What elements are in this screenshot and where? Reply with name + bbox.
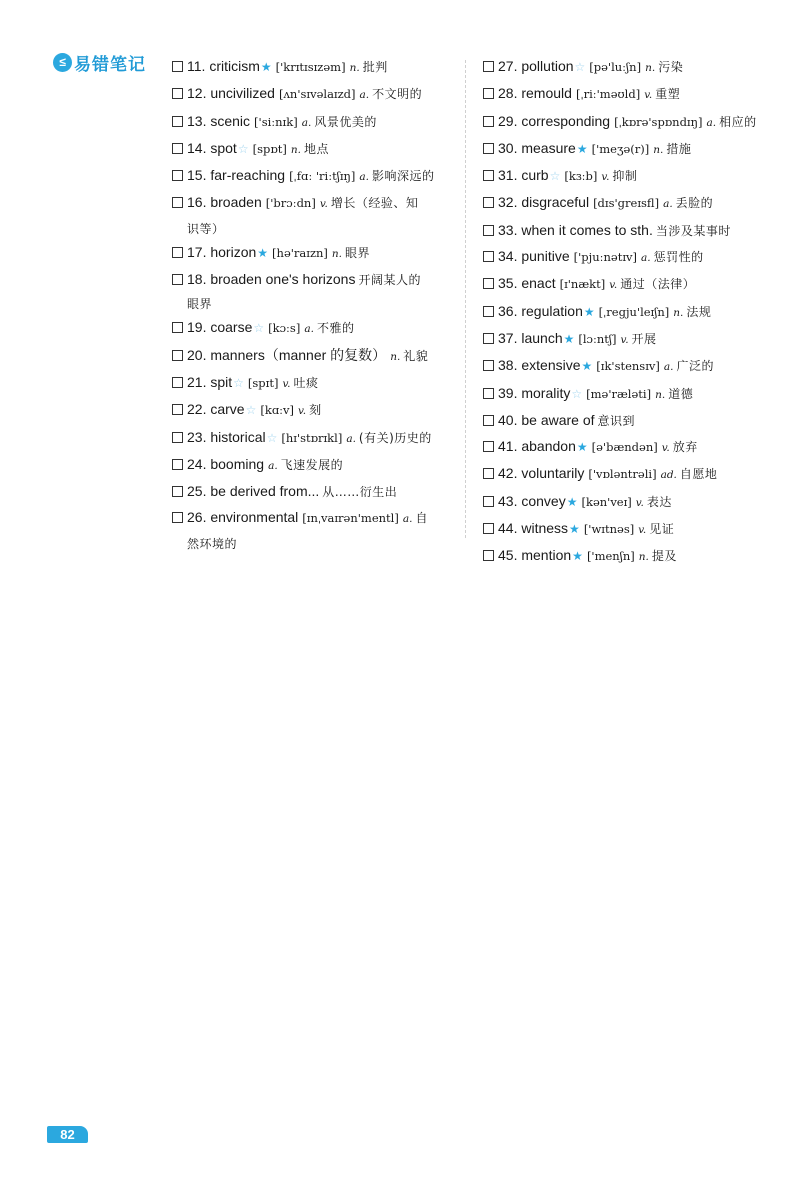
- star-icon: ☆: [571, 386, 583, 401]
- part-of-speech: a.: [304, 323, 314, 336]
- entry-number: 25.: [187, 483, 207, 500]
- meaning-continued: 眼界: [187, 297, 213, 312]
- meaning: 重塑: [655, 87, 681, 102]
- vocab-entry: [172, 479, 462, 505]
- star-icon: ☆: [574, 60, 586, 74]
- entry-word: environmental: [210, 509, 299, 526]
- meaning: 放弃: [672, 440, 698, 455]
- entry-number: 43.: [498, 492, 518, 509]
- entry-text: [187, 397, 462, 424]
- checkbox[interactable]: [172, 486, 183, 497]
- entry-number: 37.: [498, 329, 518, 346]
- checkbox[interactable]: [172, 404, 183, 415]
- vocab-entry: [172, 109, 462, 136]
- checkbox[interactable]: [483, 415, 494, 426]
- checkbox[interactable]: [172, 247, 183, 258]
- part-of-speech: v.: [620, 333, 629, 346]
- checkbox[interactable]: [172, 322, 183, 333]
- vocab-entry: [172, 452, 462, 479]
- checkbox[interactable]: [172, 377, 183, 388]
- part-of-speech: a.: [663, 361, 674, 374]
- vocab-entry: [172, 370, 462, 397]
- vocab-entry: [483, 461, 783, 488]
- meaning: 提及: [651, 549, 677, 564]
- entry-number: 28.: [498, 85, 518, 102]
- meaning: 刻: [309, 403, 322, 418]
- checkbox[interactable]: [483, 278, 494, 289]
- entry-number: 15.: [187, 167, 207, 184]
- entry-text: [187, 81, 462, 108]
- entry-text: [498, 381, 783, 408]
- part-of-speech: a.: [640, 252, 651, 265]
- entry-text: [187, 315, 462, 342]
- star-icon: ★: [563, 331, 575, 346]
- entry-text: [498, 326, 783, 353]
- entry-number: 20.: [187, 346, 207, 363]
- entry-number: 45.: [498, 547, 518, 564]
- part-of-speech: a.: [402, 513, 413, 526]
- checkbox[interactable]: [483, 306, 494, 317]
- entry-word: spit: [210, 373, 233, 390]
- entry-text: [498, 218, 783, 244]
- meaning: (有关)历史的: [358, 430, 432, 445]
- entry-word: regulation: [521, 302, 583, 319]
- entry-word: scenic: [210, 112, 251, 129]
- entry-number: 30.: [498, 139, 518, 156]
- meaning: 相应的: [719, 114, 757, 129]
- entry-word: extensive: [521, 357, 581, 374]
- entry-word: broaden one's horizons: [210, 271, 356, 288]
- checkbox[interactable]: [483, 116, 494, 127]
- entry-text: [498, 54, 783, 81]
- meaning: 广泛的: [676, 359, 714, 374]
- meaning: 表达: [646, 494, 672, 509]
- checkbox[interactable]: [483, 333, 494, 344]
- star-icon: ★: [572, 549, 583, 564]
- entry-text: [187, 136, 462, 163]
- entry-number: 35.: [498, 275, 518, 292]
- entry-number: 29.: [498, 112, 518, 129]
- vocab-entry: [483, 326, 783, 353]
- entry-word: morality: [521, 384, 571, 401]
- entry-word: voluntarily: [521, 465, 585, 482]
- part-of-speech: a.: [301, 116, 312, 129]
- entry-text: [187, 190, 462, 239]
- vocab-entry: [483, 218, 783, 244]
- entry-word: historical: [210, 428, 266, 445]
- checkbox[interactable]: [172, 512, 183, 523]
- part-of-speech: a.: [346, 432, 356, 445]
- entry-number: 32.: [498, 194, 518, 211]
- section-header: [53, 51, 146, 73]
- meaning: 地点: [303, 141, 329, 156]
- entry-text: [498, 136, 783, 163]
- vocab-entry: [172, 425, 462, 452]
- part-of-speech: v.: [298, 405, 307, 418]
- meaning: 自愿地: [679, 467, 718, 482]
- part-of-speech: v.: [319, 198, 328, 211]
- meaning: 飞速发展的: [280, 457, 344, 472]
- entry-text: [498, 408, 783, 434]
- entry-word: mention: [521, 547, 572, 564]
- checkbox[interactable]: [483, 360, 494, 371]
- entry-number: 19.: [187, 319, 207, 336]
- section-title: 易错笔记: [74, 54, 146, 75]
- entry-number: 11.: [187, 58, 206, 74]
- entry-text: [498, 190, 783, 217]
- meaning: 丢脸的: [675, 196, 714, 211]
- meaning: 当涉及某事时: [655, 223, 731, 238]
- meaning: 见证: [649, 522, 675, 537]
- meaning: 措施: [666, 141, 692, 156]
- vocab-entry: [483, 244, 783, 271]
- entry-number: 34.: [498, 248, 518, 265]
- entry-word: uncivilized: [210, 85, 275, 102]
- part-of-speech: v.: [638, 524, 647, 537]
- entry-number: 13.: [187, 112, 207, 129]
- checkbox[interactable]: [483, 251, 494, 262]
- meaning: 通过（法律）: [620, 277, 696, 292]
- checkbox[interactable]: [483, 143, 494, 154]
- checkbox[interactable]: [483, 170, 494, 181]
- phonetic: [kɜːb]: [564, 169, 598, 184]
- checkbox[interactable]: [172, 170, 183, 181]
- entry-number: 42.: [498, 465, 518, 482]
- entry-text: [498, 299, 783, 326]
- phonetic: [dɪs'greɪsfl]: [593, 196, 660, 211]
- entry-number: 12.: [187, 85, 207, 102]
- checkbox[interactable]: [483, 550, 494, 561]
- star-icon: ☆: [253, 321, 265, 336]
- vocab-entry: [172, 505, 462, 554]
- phonetic: [hə'raɪzn]: [272, 245, 328, 260]
- star-icon: ★: [566, 494, 578, 509]
- entry-word: convey: [521, 492, 566, 509]
- phonetic: ['pjuːnətɪv]: [573, 250, 637, 265]
- phonetic: [ˌfɑː 'riːtʃɪŋ]: [289, 169, 356, 184]
- vocab-entry: [172, 190, 462, 239]
- phonetic: ['krɪtɪsɪzəm]: [275, 60, 346, 74]
- phonetic: ['vɒləntrəli]: [588, 467, 657, 482]
- vocab-entry: [172, 81, 462, 108]
- phonetic: [ˌregju'leɪʃn]: [598, 304, 670, 319]
- vocab-entry: [172, 240, 462, 267]
- entry-number: 27.: [498, 58, 518, 74]
- checkbox[interactable]: [172, 197, 183, 208]
- vocab-entry: [483, 381, 783, 408]
- star-icon: ★: [576, 141, 588, 156]
- vocab-entry: [483, 190, 783, 217]
- meaning: 惩罚性的: [653, 250, 704, 265]
- entry-word: carve: [210, 401, 245, 418]
- entry-text: [187, 109, 462, 136]
- meaning: 法规: [686, 304, 712, 319]
- vocab-entry: [483, 271, 783, 298]
- meaning: 开展: [631, 331, 657, 346]
- entry-text: [187, 452, 462, 479]
- star-icon: ★: [583, 304, 595, 319]
- checkbox[interactable]: [483, 225, 494, 236]
- meaning: 影响深远的: [372, 169, 435, 184]
- entry-word: corresponding: [521, 112, 611, 129]
- part-of-speech: n.: [390, 350, 401, 363]
- entry-number: 44.: [498, 520, 518, 537]
- checkbox[interactable]: [483, 61, 494, 72]
- meaning: 不文明的: [372, 87, 423, 102]
- entry-number: 39.: [498, 384, 518, 401]
- entry-word: coarse: [210, 319, 253, 336]
- part-of-speech: n.: [653, 143, 664, 156]
- phonetic: [ɪnˌvaɪrən'mentl]: [302, 511, 399, 526]
- vocab-entry: [172, 397, 462, 424]
- meaning: 道德: [668, 386, 694, 401]
- entry-text: [498, 353, 783, 380]
- phonetic: [ɪk'stensɪv]: [596, 359, 660, 374]
- entry-text: [498, 81, 783, 108]
- meaning: 吐痰: [293, 375, 319, 390]
- vocab-entry: [483, 109, 783, 136]
- vocab-entry: [483, 516, 783, 543]
- phonetic: [ʌn'sɪvəlaɪzd]: [278, 87, 356, 102]
- entry-word: be derived from...: [210, 483, 320, 500]
- entry-text: [187, 479, 462, 505]
- phonetic: [spɒt]: [252, 141, 287, 156]
- phonetic: ['brɔːdn]: [265, 196, 316, 211]
- part-of-speech: n.: [645, 62, 656, 74]
- part-of-speech: ad.: [660, 469, 677, 482]
- phonetic: ['siːnɪk]: [254, 114, 298, 129]
- checkbox[interactable]: [483, 88, 494, 99]
- entry-word: far-reaching: [210, 167, 286, 184]
- checkbox[interactable]: [483, 197, 494, 208]
- star-icon: ☆: [245, 403, 257, 418]
- meaning: 眼界: [345, 245, 371, 260]
- entry-text: [498, 163, 783, 190]
- part-of-speech: a.: [706, 116, 717, 129]
- vocab-entry: [483, 81, 783, 108]
- meaning: 风景优美的: [314, 114, 377, 129]
- checkbox[interactable]: [172, 350, 183, 361]
- pencil-badge-icon: ≤: [53, 53, 72, 72]
- part-of-speech: n.: [673, 306, 684, 319]
- star-icon: ★: [576, 440, 588, 455]
- entry-text: [187, 343, 462, 370]
- part-of-speech: a.: [359, 171, 369, 184]
- vocab-entry: [483, 163, 783, 190]
- meaning: 自: [415, 511, 428, 526]
- entry-text: [498, 434, 783, 461]
- vocab-entry: [172, 163, 462, 190]
- entry-word: curb: [521, 167, 549, 184]
- vocab-entry: [483, 136, 783, 163]
- meaning: 开阔某人的: [358, 273, 421, 288]
- entry-word: remould: [521, 85, 572, 102]
- entry-word: witness: [521, 520, 569, 537]
- entry-number: 16.: [187, 194, 207, 211]
- vocab-entry: [172, 315, 462, 342]
- checkbox[interactable]: [172, 61, 183, 72]
- part-of-speech: n.: [655, 388, 666, 401]
- part-of-speech: n.: [638, 551, 649, 564]
- star-icon: ★: [257, 245, 269, 260]
- meaning: 从……衍生出: [322, 485, 398, 500]
- checkbox[interactable]: [483, 388, 494, 399]
- meaning: 不雅的: [316, 321, 355, 336]
- entry-text: [187, 370, 462, 397]
- phonetic: [ə'bændən]: [591, 440, 658, 455]
- checkbox[interactable]: [483, 441, 494, 452]
- star-icon: ☆: [237, 141, 249, 156]
- vocab-entry: [483, 408, 783, 434]
- entry-word: manners（manner 的复数）: [210, 346, 387, 363]
- entry-word: pollution: [521, 58, 574, 74]
- entry-word: broaden: [210, 194, 262, 211]
- column-divider: [465, 60, 466, 538]
- checkbox[interactable]: [172, 88, 183, 99]
- vocab-entry: [483, 434, 783, 461]
- entry-text: [498, 489, 783, 516]
- entry-word: spot: [210, 139, 237, 156]
- star-icon: ☆: [549, 169, 561, 184]
- entry-number: 36.: [498, 302, 518, 319]
- phonetic: [pə'luːʃn]: [589, 60, 642, 74]
- meaning: 礼貌: [403, 348, 429, 363]
- entry-text: [498, 543, 783, 570]
- part-of-speech: v.: [644, 89, 653, 102]
- star-icon: ☆: [233, 375, 244, 390]
- part-of-speech: n.: [331, 247, 342, 260]
- entry-number: 14.: [187, 139, 207, 156]
- entry-number: 26.: [187, 509, 207, 526]
- entry-number: 38.: [498, 357, 518, 374]
- checkbox[interactable]: [172, 116, 183, 127]
- entry-text: [498, 461, 783, 488]
- meaning: 批判: [362, 60, 388, 74]
- part-of-speech: v.: [609, 279, 618, 292]
- phonetic: [spɪt]: [247, 375, 279, 390]
- star-icon: ☆: [266, 430, 278, 445]
- entry-text: [187, 54, 462, 81]
- entry-text: [187, 163, 462, 190]
- vocab-entry: [483, 299, 783, 326]
- checkbox[interactable]: [483, 496, 494, 507]
- entry-word: punitive: [521, 248, 570, 265]
- entry-word: disgraceful: [521, 194, 590, 211]
- entry-text: [187, 267, 462, 315]
- phonetic: [ˌriː'məʊld]: [575, 87, 641, 102]
- part-of-speech: a.: [359, 89, 370, 102]
- part-of-speech: n.: [290, 143, 301, 156]
- entry-text: [498, 109, 783, 136]
- entry-text: [498, 516, 783, 543]
- entry-number: 23.: [187, 428, 207, 445]
- star-icon: ★: [569, 522, 580, 537]
- part-of-speech: v.: [601, 171, 610, 184]
- meaning: 增长（经验、知: [330, 196, 419, 211]
- vocab-entry: [483, 54, 783, 81]
- vocab-column-left: [172, 54, 462, 555]
- checkbox[interactable]: [172, 274, 183, 285]
- entry-number: 18.: [187, 271, 207, 288]
- entry-word: booming: [210, 455, 265, 472]
- phonetic: ['menʃn]: [586, 549, 635, 564]
- entry-word: criticism: [209, 58, 260, 74]
- meaning-continued: 然环境的: [187, 536, 238, 551]
- entry-number: 17.: [187, 243, 207, 260]
- entry-text: [187, 240, 462, 267]
- entry-text: [187, 505, 462, 554]
- vocab-entry: [172, 136, 462, 163]
- phonetic: ['meʒə(r)]: [591, 141, 650, 156]
- phonetic: [ˌkɒrə'spɒndɪŋ]: [614, 114, 703, 129]
- entry-number: 41.: [498, 438, 518, 455]
- phonetic: [kɑːv]: [260, 403, 295, 418]
- entry-number: 22.: [187, 401, 207, 418]
- part-of-speech: v.: [635, 496, 644, 509]
- part-of-speech: v.: [661, 442, 670, 455]
- entry-word: enact: [521, 275, 556, 292]
- vocab-entry: [172, 267, 462, 315]
- meaning: 意识到: [597, 413, 636, 428]
- entry-word: launch: [521, 329, 563, 346]
- phonetic: [ɪ'nækt]: [559, 277, 606, 292]
- phonetic: [lɔːntʃ]: [578, 331, 617, 346]
- phonetic: [kɔːs]: [268, 321, 301, 336]
- checkbox[interactable]: [483, 468, 494, 479]
- phonetic: ['wɪtnəs]: [583, 522, 635, 537]
- entry-number: 21.: [187, 373, 207, 390]
- entry-text: [498, 271, 783, 298]
- entry-word: horizon: [210, 243, 257, 260]
- vocab-entry: [483, 353, 783, 380]
- meaning-continued: 识等）: [187, 221, 225, 236]
- checkbox[interactable]: [172, 143, 183, 154]
- entry-number: 24.: [187, 455, 207, 472]
- page-number: 82: [47, 1126, 88, 1143]
- entry-text: [498, 244, 783, 271]
- phonetic: [mə'ræləti]: [586, 386, 652, 401]
- entry-word: measure: [521, 139, 576, 156]
- star-icon: ★: [260, 60, 272, 74]
- part-of-speech: a.: [663, 198, 673, 211]
- entry-word: be aware of: [521, 411, 595, 428]
- part-of-speech: n.: [349, 62, 360, 74]
- part-of-speech: v.: [282, 377, 291, 390]
- star-icon: ★: [581, 359, 593, 374]
- phonetic: [hɪ'stɒrɪkl]: [281, 430, 343, 445]
- checkbox[interactable]: [483, 523, 494, 534]
- meaning: 污染: [658, 60, 684, 74]
- phonetic: [kən'veɪ]: [581, 494, 632, 509]
- vocab-entry: [172, 54, 462, 81]
- vocab-entry: [172, 343, 462, 370]
- part-of-speech: a.: [268, 459, 278, 472]
- vocab-entry: [483, 543, 783, 570]
- entry-number: 40.: [498, 411, 518, 428]
- checkbox[interactable]: [172, 432, 183, 443]
- entry-number: 31.: [498, 167, 518, 184]
- meaning: 抑制: [612, 169, 638, 184]
- entry-word: abandon: [521, 438, 576, 455]
- vocab-column-right: [483, 54, 783, 571]
- vocab-entry: [483, 489, 783, 516]
- entry-text: [187, 425, 462, 452]
- entry-number: 33.: [498, 221, 518, 238]
- checkbox[interactable]: [172, 459, 183, 470]
- entry-word: when it comes to sth.: [521, 221, 653, 238]
